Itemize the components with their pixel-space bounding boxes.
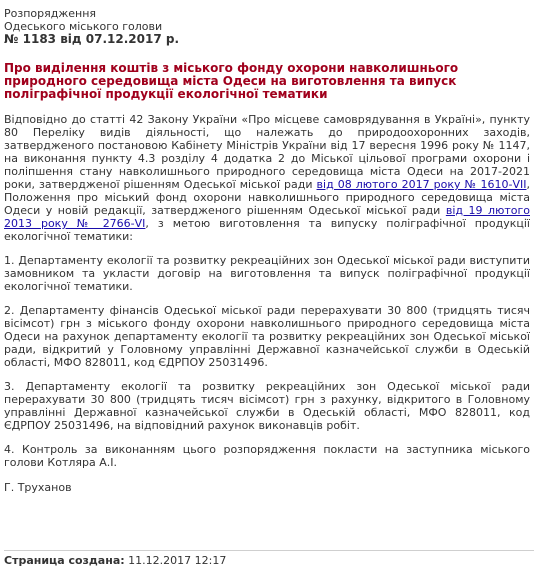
document	[4, 7, 530, 494]
doc-number: № 1183 від 07.12.2017 р.	[4, 32, 180, 46]
footer-timestamp: 11.12.2017 12:17	[128, 554, 227, 567]
decision-link-2766[interactable]: від 19 лютого 2013 року № 2766-VI	[4, 204, 530, 230]
item-4: 4. Контроль за виконанням цього розпорядження покласти на заступника міського голови Котляра А.І.	[4, 443, 530, 469]
footer-label: Страница создана:	[4, 554, 125, 567]
issuer: Одеського міського голови	[4, 20, 163, 33]
item-2: 2. Департаменту фінансів Одеської міської ради перерахувати 30 800 (тридцять тисяч вісімсот) грн з міського фонду охорони навколишнього природного середовища міста Одеси на рахунок департаменту екології та розвитку рекреаційних зон Одеської міської ради, відкритий у Головному управлінні Державної казначейської служби в Одеській області, МФО 828011, код ЄДРПОУ 25031496.	[4, 304, 530, 369]
item-1: 1. Департаменту екології та розвитку рекреаційних зон Одеської міської ради виступити замовником та укласти договір на виготовлення та випуск поліграфічної продукції екологічної тематики.	[4, 254, 530, 293]
doc-type: Розпорядження	[4, 7, 97, 20]
preamble-text-2: , Положення про міський фонд охорони навколишнього природного середовища міста Одеси у новій редакції, затвердженого рішенням Одеської міської ради	[4, 178, 530, 217]
page-footer	[4, 554, 226, 567]
preamble-text-3: , з метою виготовлення та випуску поліграфічної продукції екологічної тематики:	[4, 217, 530, 243]
signature: Г. Труханов	[4, 481, 72, 494]
decision-link-1610[interactable]: від 08 лютого 2017 року № 1610-VII	[316, 178, 527, 191]
doc-title: Про виділення коштів з міського фонду охорони навколишнього природного середовища міста Одеси на виготовлення та випуск поліграфічної продукції екологічної тематики	[4, 61, 459, 101]
footer-separator	[4, 550, 534, 551]
item-3: 3. Департаменту екології та розвитку рекреаційних зон Одеської міської ради перерахувати 30 800 (тридцять тисяч вісімсот) грн з рахунку, відкритого в Головному управлінні Державної казначейської служби в Одеській області, МФО 828011, код ЄДРПОУ 25031496, на відповідний рахунок виконавців робіт.	[4, 380, 530, 432]
preamble	[4, 113, 530, 243]
preamble-text-1: Відповідно до статті 42 Закону України «Про місцеве самоврядування в Україні», пункту 80 Переліку видів діяльності, що належать до природоохоронних заходів, затвердженого постановою Кабінету Міністрів України від 17 вересня 1996 року № 1147, на виконання пункту 4.3 розділу 4 додатка 2 до Міської цільової програми охорони і поліпшення стану навколишнього природного середовища міста Одеси на 2017-2021 роки, затвердженої рішенням Одеської міської ради	[4, 113, 530, 191]
